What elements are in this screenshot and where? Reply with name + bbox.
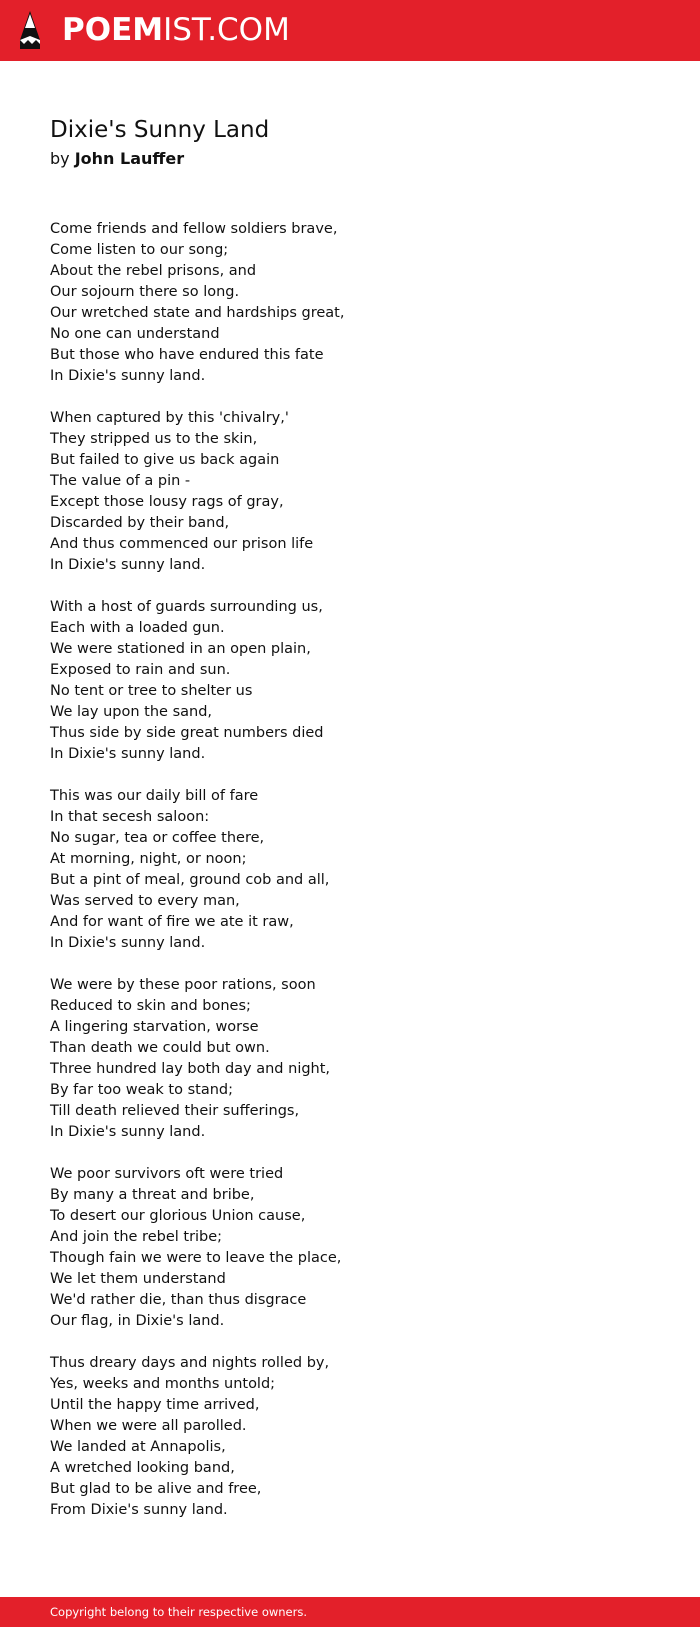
pencil-mountain-icon[interactable] [18,10,42,50]
logo-text-bold: POEM [62,12,164,48]
poem-line: We'd rather die, than thus disgrace [50,1292,307,1308]
poem-line: Our wretched state and hardships great, [50,305,345,321]
poem-line: But a pint of meal, ground cob and all, [50,872,330,888]
poem-line: A lingering starvation, worse [50,1019,259,1035]
poem-line: Three hundred lay both day and night, [50,1061,331,1077]
stanza [50,219,650,387]
poem-line: And join the rebel tribe; [50,1229,223,1245]
byline [50,148,184,170]
by-label: by [50,149,70,168]
site-logo[interactable] [62,10,290,50]
poem-line: In Dixie's sunny land. [50,746,206,762]
poem-line: When we were all parolled. [50,1418,247,1434]
site-footer [0,1597,700,1627]
poem-line: No one can understand [50,326,220,342]
poem-line: Discarded by their band, [50,515,230,531]
poem-line: Except those lousy rags of gray, [50,494,284,510]
poem-line: About the rebel prisons, and [50,263,257,279]
poem-line: Come listen to our song; [50,242,229,258]
poem-line: At morning, night, or noon; [50,851,247,867]
poem-line: The value of a pin - [50,473,191,489]
poem-line: When captured by this 'chivalry,' [50,410,289,426]
stanza [50,786,650,954]
poem-line: A wretched looking band, [50,1460,235,1476]
stanza [50,597,650,765]
author-name: John Lauffer [74,149,185,168]
poem-line: Was served to every man, [50,893,240,909]
stanza [50,1164,650,1332]
poem-line: To desert our glorious Union cause, [50,1208,306,1224]
poem-line: And thus commenced our prison life [50,536,314,552]
poem-line: From Dixie's sunny land. [50,1502,228,1518]
poem-line: No sugar, tea or coffee there, [50,830,265,846]
poem-line: In Dixie's sunny land. [50,1124,206,1140]
poem-line: In Dixie's sunny land. [50,368,206,384]
poem-line: But failed to give us back again [50,452,280,468]
poem-line: By many a threat and bribe, [50,1187,255,1203]
poem-line: No tent or tree to shelter us [50,683,253,699]
poem-line: Yes, weeks and months untold; [50,1376,276,1392]
poem-line: Each with a loaded gun. [50,620,225,636]
poem-line: Come friends and fellow soldiers brave, [50,221,338,237]
poem-line: They stripped us to the skin, [50,431,258,447]
poem-line: Exposed to rain and sun. [50,662,231,678]
stanza [50,975,650,1143]
poem-line: In Dixie's sunny land. [50,557,206,573]
logo-text-light: IST.COM [163,12,290,48]
poem-line: Though fain we were to leave the place, [50,1250,342,1266]
poem-line: By far too weak to stand; [50,1082,233,1098]
poem-line: We let them understand [50,1271,226,1287]
poem-line: But those who have endured this fate [50,347,324,363]
poem-line: Until the happy time arrived, [50,1397,260,1413]
poem-body [50,219,650,1542]
poem-line: This was our daily bill of fare [50,788,259,804]
copyright-text: Copyright belong to their respective owners. [50,1605,308,1619]
stanza [50,1353,650,1521]
site-header [0,0,700,61]
stanza [50,408,650,576]
poem-line: We poor survivors oft were tried [50,1166,284,1182]
poem-line: In that secesh saloon: [50,809,210,825]
poem-line: Our flag, in Dixie's land. [50,1313,225,1329]
poem-line: We were by these poor rations, soon [50,977,316,993]
poem-line: We were stationed in an open plain, [50,641,311,657]
poem-line: We landed at Annapolis, [50,1439,226,1455]
poem-title: Dixie's Sunny Land [50,117,270,143]
poem-line: Reduced to skin and bones; [50,998,251,1014]
poem-line: Than death we could but own. [50,1040,270,1056]
poem-line: But glad to be alive and free, [50,1481,262,1497]
poem-line: Thus dreary days and nights rolled by, [50,1355,330,1371]
poem-line: Thus side by side great numbers died [50,725,324,741]
poem-line: In Dixie's sunny land. [50,935,206,951]
poem-line: Till death relieved their sufferings, [50,1103,300,1119]
poem-line: Our sojourn there so long. [50,284,240,300]
poem-line: We lay upon the sand, [50,704,213,720]
poem-line: And for want of fire we ate it raw, [50,914,294,930]
poem-line: With a host of guards surrounding us, [50,599,323,615]
